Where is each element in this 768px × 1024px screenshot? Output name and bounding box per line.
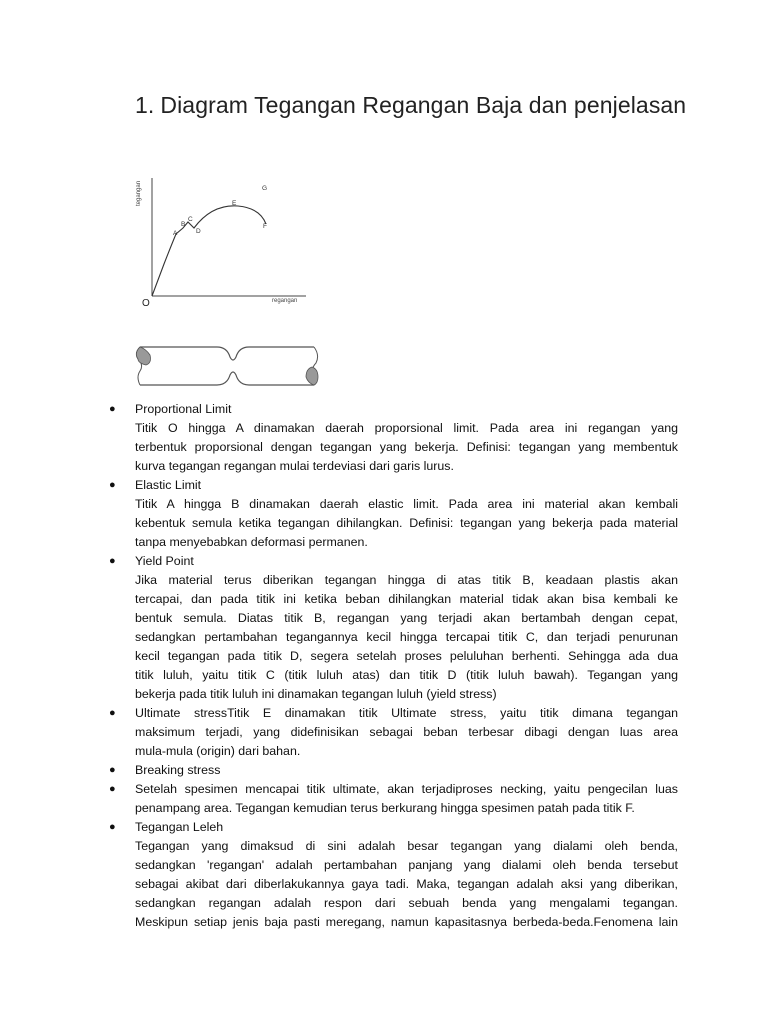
explanation-list	[108, 400, 678, 932]
item-line: Jika material terus diberikan tegangan hingga di atas titik B, keadaan plastis akan	[135, 573, 678, 587]
point-label-b: B	[181, 221, 186, 228]
stress-strain-curve	[152, 206, 266, 296]
list-item-proportional-limit	[108, 400, 678, 476]
title-text: Diagram Tegangan Regangan Baja dan penjelasan	[160, 92, 687, 118]
item-line: kebentuk semula ketika tegangan dihilangkan. Definisi: tegangan yang bekerja pada material	[135, 516, 678, 530]
specimen-outline	[140, 347, 314, 385]
item-line: titik luluh, yaitu titik C (titik luluh atas) dan titik D (titik luluh bawah). Tegangan yang	[135, 668, 678, 682]
title-number: 1.	[135, 92, 155, 118]
item-heading: Elastic Limit	[135, 478, 202, 492]
stress-strain-diagram	[124, 166, 314, 316]
item-line: terbentuk proporsional dengan tegangan yang bekerja. Definisi: tegangan yang membentuk	[135, 440, 678, 454]
list-item-yield-point	[108, 552, 678, 704]
point-label-f: F	[263, 223, 267, 230]
y-axis-label: tegangan	[136, 180, 142, 206]
item-line: bentuk semula. Diatas titik B, regangan yang terjadi akan bertambah dengan cepat,	[135, 611, 678, 625]
item-line: Titik A hingga B dinamakan daerah elastic limit. Pada area ini material akan kembali	[135, 497, 678, 511]
list-item-necking	[108, 780, 678, 818]
bullet-icon: ●	[109, 764, 116, 776]
point-label-d: D	[196, 228, 201, 235]
item-line: sebagai akibat dari diberlakukannya gaya tadi. Maka, tegangan adalah aksi yang diberikan,	[135, 877, 678, 891]
item-line: kecil tegangan pada titik D, segera setelah proses peluluhan berhenti. Sehingga ada dua	[135, 649, 678, 663]
item-line: bekerja pada titik luluh ini dinamakan tegangan luluh (yield stress)	[135, 687, 497, 701]
item-line: Titik O hingga A dinamakan daerah proporsional limit. Pada area ini regangan yang	[135, 421, 678, 435]
list-item-elastic-limit	[108, 476, 678, 552]
x-axis-label: regangan	[272, 298, 298, 304]
item-line: kurva tegangan regangan mulai terdeviasi dari garis lurus.	[135, 459, 454, 473]
left-break-shade	[136, 347, 150, 365]
point-label-g: G	[262, 185, 268, 192]
item-heading: Ultimate stressTitik E dinamakan titik Ultimate stress, yaitu titik dimana tegangan	[135, 706, 678, 720]
item-line: Tegangan yang dimaksud di sini adalah besar tegangan yang dialami oleh benda,	[135, 839, 678, 853]
list-item-tegangan-leleh	[108, 818, 678, 932]
bullet-icon: ●	[109, 821, 116, 833]
item-line: sedangkan 'regangan' adalah pertambahan panjang yang dialami oleh benda tersebut	[135, 858, 678, 872]
item-heading: Tegangan Leleh	[135, 820, 224, 834]
origin-label: O	[142, 298, 150, 309]
necked-specimen-illustration	[132, 337, 322, 393]
bullet-icon: ●	[109, 783, 116, 795]
item-line: maksimum terjadi, yang didefinisikan sebagai beban terbesar dibagi dengan luas area	[135, 725, 678, 739]
item-line: sedangkan regangan adalah respon dari sebuah benda yang mengalami tegangan.	[135, 896, 678, 910]
item-heading: Breaking stress	[135, 763, 221, 777]
item-line: tanpa menyebabkan deformasi permanen.	[135, 535, 368, 549]
item-heading: Yield Point	[135, 554, 194, 568]
point-label-c: C	[188, 216, 193, 223]
document-title	[135, 92, 686, 119]
item-line: mula-mula (origin) dari bahan.	[135, 744, 301, 758]
list-item-ultimate-stress	[108, 704, 678, 761]
item-line: tercapai, dan pada titik ini ketika beban dihilangkan material tidak akan bisa kembali ke	[135, 592, 678, 606]
point-label-a: A	[173, 230, 178, 237]
bullet-icon: ●	[109, 403, 116, 415]
point-label-e: E	[232, 200, 237, 207]
bullet-icon: ●	[109, 479, 116, 491]
item-line: penampang area. Tegangan kemudian terus berkurang hingga spesimen patah pada titik F.	[135, 801, 635, 815]
item-heading: Setelah spesimen mencapai titik ultimate, akan terjadiproses necking, yaitu pengecilan luas	[135, 782, 678, 796]
item-line: Meskipun setiap jenis baja pasti meregang, namun kapasitasnya berbeda-beda.Fenomena lain	[135, 915, 678, 929]
item-line: sedangkan pertambahan tegangannya kecil hingga tercapai titik C, dan terjadi penurunan	[135, 630, 678, 644]
bullet-icon: ●	[109, 707, 116, 719]
bullet-icon: ●	[109, 555, 116, 567]
right-break-shade	[306, 367, 318, 385]
item-heading: Proportional Limit	[135, 402, 232, 416]
list-item-breaking-stress	[108, 761, 678, 780]
